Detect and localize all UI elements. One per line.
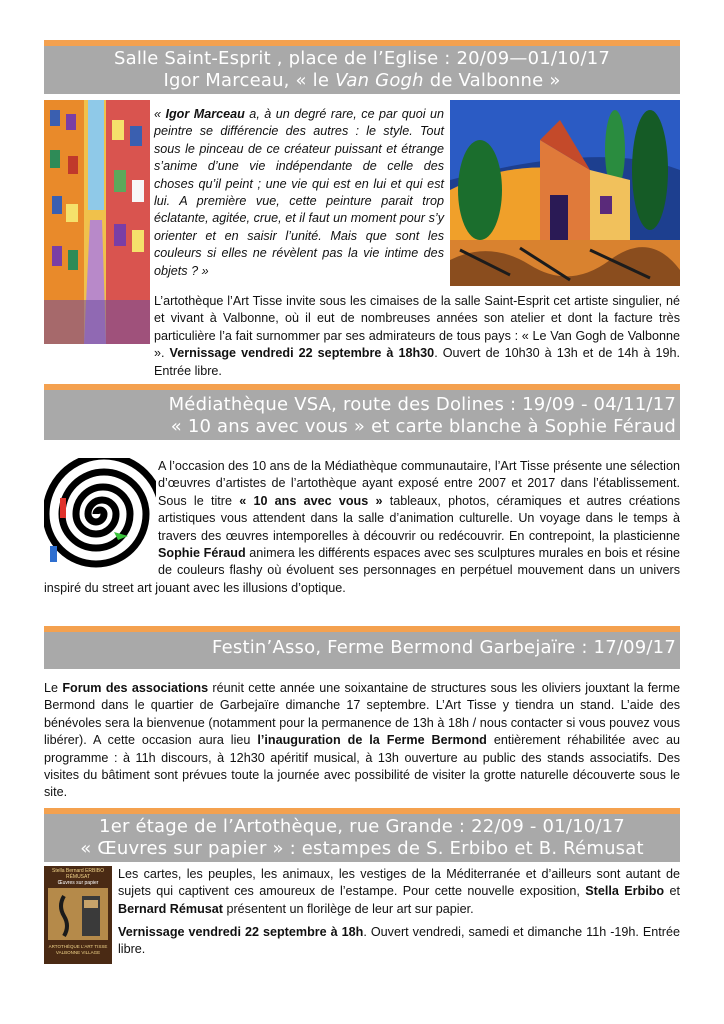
poster-subtitle: Œuvres sur papier [57, 880, 99, 886]
section-header-saint-esprit [44, 46, 680, 94]
artist-quote: « Igor Marceau a, à un degré rare, ce par quoi un peintre se différencie des autres : le style. Tout sous le pinceau de ce créateur puissant et étrange s’anime d’une vie indépendante de celle des choses qu’il peint ; une vie qui est en lui et qui est lui. A première vue, cette peinture parait trop éclatante, agitée, crue, et il faut un moment pour s’y orienter et en saisir l’unité. Mais que sont les couleurs si elles ne révèlent pas la vie intime des objets ? » [154, 107, 444, 278]
exhibition-poster-image [44, 866, 112, 964]
section-title-line1: Médiathèque VSA, route des Dolines : 19/09 - 04/11/17 [168, 394, 676, 415]
section-title-line2: Igor Marceau, « le Van Gogh de Valbonne » [163, 70, 561, 91]
poster-title: Stella Bernard ERBIBO RÉMUSAT [52, 868, 104, 880]
saint-esprit-description: L’artothèque l’Art Tisse invite sous les cimaises de la salle Saint-Esprit cet artiste singulier, né et vivant à Valbonne, où il eut de nombreuses années son atelier et dont la facture très particulière l’a fait surnommer par ses admirateurs de tous pays : « Le Van Gogh de Valbonne ». Vernissage vendredi 22 septembre à 18h30. Ouvert de 10h30 à 13h et de 14h à 19h. Entrée libre. [154, 294, 680, 378]
section-header-festin-asso [44, 632, 680, 669]
section-header-artotheque [44, 814, 680, 862]
painting-church-image [450, 100, 680, 286]
poster-footer: ARTOTHÈQUE L'ART TISSE VALBONNE VILLAGE [48, 944, 108, 955]
festin-asso-description: Le Forum des associations réunit cette année une soixantaine de structures sous les oliviers jouxtant la ferme Bermond dans le quartier de Garbejaïre dimanche 17 septembre. L’Art Tisse y tiendra un stand. L’aide des bénévoles sera la bienvenue (notamment pour la permanence de 13h à 18h / nous contacter si vous pouvez vous libérer). A cette occasion aura lieu l’inauguration de la Ferme Bermond entièrement réhabilitée avec au programme : à 11h discours, à 12h30 apéritif musical, à 13h ouverture au public des stands associatifs. Des visites du bâtiment sont prévues toute la journée avec possibilité de visiter la grotte naturelle découverte sous le site. [44, 681, 681, 800]
artotheque-vernissage: Vernissage vendredi 22 septembre à 18h. Ouvert vendredi, samedi et dimanche 11h -19h. Entrée libre. [118, 925, 681, 957]
section-title-line1: 1er étage de l’Artothèque, rue Grande : 22/09 - 01/10/17 [99, 816, 625, 837]
section-title-line2: « 10 ans avec vous » et carte blanche à Sophie Féraud [170, 416, 676, 437]
section-title-line2: « Œuvres sur papier » : estampes de S. Erbibo et B. Rémusat [80, 838, 644, 859]
section-header-mediatheque [44, 390, 680, 440]
mediatheque-description: A l’occasion des 10 ans de la Médiathèque communautaire, l’Art Tisse présente une sélection d’œuvres d’artistes de l’artothèque ayant exposé entre 2007 et 2017 dans l’établissement. Sous le titre « 10 ans avec vous » tableaux, photos, céramiques et autres créations artistiques vous attendent dans la salle d’animation culturelle. Un voyage dans le temps à travers des œuvres intemporelles à découvrir ou redécouvrir. En contrepoint, la plasticienne Sophie Féraud animera les différents espaces avec ses sculptures murales en bois et résine de couleurs flashy où évoluent ses personnages en perpétuel mouvement dans un univers inspiré du street art jouant avec les illusions d’optique. [44, 459, 681, 595]
artotheque-description: Les cartes, les peuples, les animaux, les vestiges de la Méditerranée et d’ailleurs sont autant de sujets qui captivent ces amoureux de l’estampe. Pour cette nouvelle exposition, Stella Erbibo et Bernard Rémusat présentent un florilège de leur art sur papier. [118, 867, 680, 916]
section-title-line1: Festin’Asso, Ferme Bermond Garbejaïre : 17/09/17 [212, 637, 676, 658]
artist-name: Igor Marceau [165, 107, 245, 121]
painting-street-image [44, 100, 150, 344]
section-title-line1: Salle Saint-Esprit , place de l’Eglise : 20/09—01/10/17 [113, 48, 611, 69]
